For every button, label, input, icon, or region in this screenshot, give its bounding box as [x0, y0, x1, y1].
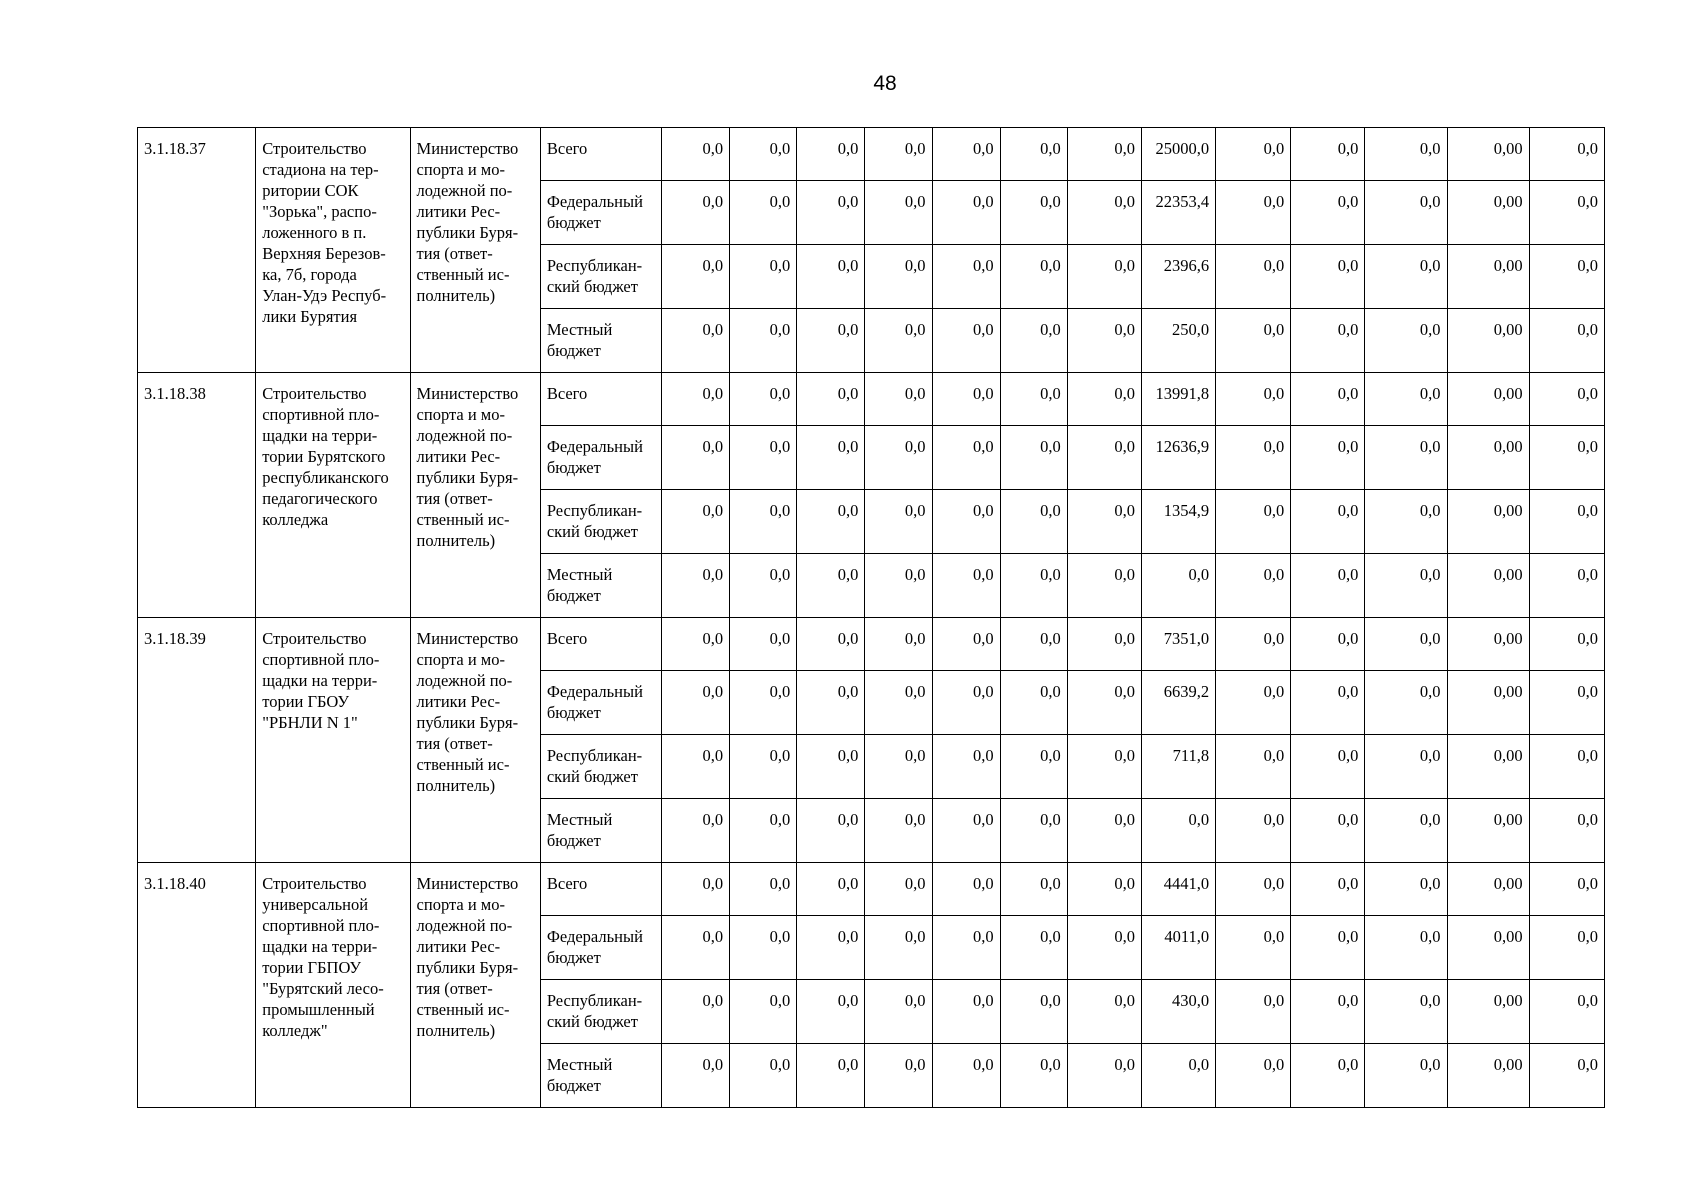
value-cell: 0,0: [1067, 245, 1141, 309]
value-cell: 0,00: [1447, 245, 1529, 309]
value-cell: 0,0: [662, 181, 730, 245]
value-cell: 0,0: [1067, 128, 1141, 181]
section-executor: Министерство спорта и мо- лодежной по- литики Рес- публики Буря- тия (ответ- ственный ис- полнитель): [410, 618, 540, 863]
value-cell: 0,0: [865, 128, 932, 181]
table-row: [138, 128, 1605, 181]
value-cell: 0,0: [662, 863, 730, 916]
value-cell: 0,0: [1291, 671, 1365, 735]
value-cell: 0,0: [1000, 373, 1067, 426]
value-cell: 0,0: [1365, 309, 1447, 373]
value-cell: 0,0: [932, 1044, 1000, 1108]
value-cell: 0,0: [1067, 490, 1141, 554]
budget-table: [137, 127, 1605, 1108]
value-cell: 0,0: [730, 671, 797, 735]
value-cell: 0,0: [1529, 245, 1604, 309]
value-cell: 0,0: [1067, 181, 1141, 245]
value-cell: 0,0: [1067, 618, 1141, 671]
value-cell: 0,0: [1291, 863, 1365, 916]
value-cell: 0,0: [1216, 980, 1291, 1044]
value-cell: 0,0: [730, 916, 797, 980]
section-description: Строительство стадиона на тер- ритории СОК "Зорька", распо- ложенного в п. Верхняя Березов- ка, 7б, города Улан-Удэ Респуб- лики Бурятия: [256, 128, 410, 373]
value-cell: 0,0: [1216, 863, 1291, 916]
value-cell: 25000,0: [1141, 128, 1215, 181]
value-cell: 0,0: [797, 309, 865, 373]
value-cell: 0,0: [1365, 181, 1447, 245]
value-cell: 0,0: [1365, 735, 1447, 799]
table-row: [138, 373, 1605, 426]
value-cell: 0,0: [1216, 128, 1291, 181]
funding-source: Местный бюджет: [540, 309, 661, 373]
value-cell: 0,0: [932, 799, 1000, 863]
value-cell: 0,0: [797, 245, 865, 309]
value-cell: 0,0: [1067, 554, 1141, 618]
funding-source: Республикан- ский бюджет: [540, 735, 661, 799]
value-cell: 0,0: [1365, 128, 1447, 181]
value-cell: 0,0: [865, 245, 932, 309]
value-cell: 0,00: [1447, 671, 1529, 735]
value-cell: 0,00: [1447, 916, 1529, 980]
value-cell: 0,00: [1447, 128, 1529, 181]
funding-source: Федеральный бюджет: [540, 671, 661, 735]
value-cell: 0,0: [1291, 181, 1365, 245]
value-cell: 0,00: [1447, 426, 1529, 490]
value-cell: 0,0: [662, 671, 730, 735]
value-cell: 0,0: [1216, 618, 1291, 671]
value-cell: 0,0: [1216, 671, 1291, 735]
value-cell: 0,0: [1291, 490, 1365, 554]
value-cell: 0,0: [1000, 980, 1067, 1044]
funding-source: Республикан- ский бюджет: [540, 490, 661, 554]
value-cell: 0,0: [865, 916, 932, 980]
value-cell: 0,0: [865, 618, 932, 671]
table-row: [138, 863, 1605, 916]
value-cell: 0,0: [1067, 373, 1141, 426]
value-cell: 0,0: [730, 863, 797, 916]
value-cell: 0,0: [730, 554, 797, 618]
value-cell: 0,0: [1067, 916, 1141, 980]
funding-source: Всего: [540, 128, 661, 181]
section-executor: Министерство спорта и мо- лодежной по- литики Рес- публики Буря- тия (ответ- ственный ис- полнитель): [410, 863, 540, 1108]
value-cell: 0,0: [1529, 490, 1604, 554]
value-cell: 0,0: [1365, 554, 1447, 618]
value-cell: 0,0: [662, 245, 730, 309]
value-cell: 2396,6: [1141, 245, 1215, 309]
value-cell: 0,0: [1000, 245, 1067, 309]
value-cell: 1354,9: [1141, 490, 1215, 554]
value-cell: 0,0: [797, 916, 865, 980]
value-cell: 0,0: [797, 671, 865, 735]
funding-source: Местный бюджет: [540, 799, 661, 863]
value-cell: 0,0: [932, 373, 1000, 426]
value-cell: 0,0: [1000, 309, 1067, 373]
value-cell: 0,0: [662, 980, 730, 1044]
value-cell: 7351,0: [1141, 618, 1215, 671]
value-cell: 0,00: [1447, 181, 1529, 245]
value-cell: 0,0: [1365, 245, 1447, 309]
value-cell: 0,0: [932, 618, 1000, 671]
value-cell: 0,0: [1365, 1044, 1447, 1108]
value-cell: 0,0: [932, 245, 1000, 309]
value-cell: 0,0: [1529, 618, 1604, 671]
value-cell: 430,0: [1141, 980, 1215, 1044]
value-cell: 0,0: [932, 980, 1000, 1044]
funding-source: Всего: [540, 863, 661, 916]
value-cell: 0,0: [1067, 799, 1141, 863]
value-cell: 0,0: [865, 799, 932, 863]
value-cell: 0,0: [865, 735, 932, 799]
section-code: 3.1.18.40: [138, 863, 256, 1108]
funding-source: Всего: [540, 373, 661, 426]
value-cell: 0,0: [797, 426, 865, 490]
value-cell: 0,0: [932, 916, 1000, 980]
value-cell: 0,0: [1141, 554, 1215, 618]
value-cell: 0,0: [1291, 735, 1365, 799]
value-cell: 0,0: [797, 1044, 865, 1108]
value-cell: 0,0: [1000, 735, 1067, 799]
value-cell: 0,0: [1291, 916, 1365, 980]
value-cell: 0,0: [932, 426, 1000, 490]
value-cell: 0,0: [1365, 671, 1447, 735]
section-executor: Министерство спорта и мо- лодежной по- литики Рес- публики Буря- тия (ответ- ственный ис- полнитель): [410, 128, 540, 373]
value-cell: 0,0: [797, 980, 865, 1044]
value-cell: 0,0: [730, 490, 797, 554]
value-cell: 0,0: [730, 373, 797, 426]
value-cell: 0,0: [932, 671, 1000, 735]
value-cell: 0,0: [797, 554, 865, 618]
value-cell: 0,0: [1216, 309, 1291, 373]
value-cell: 0,00: [1447, 309, 1529, 373]
value-cell: 0,0: [932, 735, 1000, 799]
value-cell: 0,0: [1000, 618, 1067, 671]
page-number: 48: [873, 72, 897, 95]
value-cell: 0,0: [1365, 426, 1447, 490]
value-cell: 0,0: [662, 128, 730, 181]
value-cell: 0,0: [1000, 671, 1067, 735]
value-cell: 0,0: [1529, 181, 1604, 245]
value-cell: 0,0: [1291, 554, 1365, 618]
section-code: 3.1.18.39: [138, 618, 256, 863]
value-cell: 0,0: [1529, 426, 1604, 490]
value-cell: 0,0: [1000, 426, 1067, 490]
value-cell: 0,0: [662, 916, 730, 980]
funding-source: Местный бюджет: [540, 554, 661, 618]
value-cell: 0,0: [1529, 980, 1604, 1044]
value-cell: 0,00: [1447, 554, 1529, 618]
value-cell: 0,0: [1000, 916, 1067, 980]
section-code: 3.1.18.38: [138, 373, 256, 618]
value-cell: 0,0: [1216, 490, 1291, 554]
value-cell: 4441,0: [1141, 863, 1215, 916]
value-cell: 0,0: [797, 799, 865, 863]
value-cell: 0,0: [797, 618, 865, 671]
value-cell: 0,0: [662, 618, 730, 671]
value-cell: 0,0: [865, 426, 932, 490]
funding-source: Всего: [540, 618, 661, 671]
value-cell: 0,0: [1291, 309, 1365, 373]
value-cell: 0,0: [1000, 799, 1067, 863]
value-cell: 0,0: [865, 373, 932, 426]
value-cell: 0,0: [662, 1044, 730, 1108]
value-cell: 0,0: [730, 128, 797, 181]
value-cell: 0,0: [865, 490, 932, 554]
value-cell: 250,0: [1141, 309, 1215, 373]
value-cell: 0,0: [1529, 916, 1604, 980]
value-cell: 0,0: [730, 181, 797, 245]
value-cell: 0,0: [1529, 554, 1604, 618]
value-cell: 0,0: [1216, 426, 1291, 490]
value-cell: 0,0: [865, 671, 932, 735]
value-cell: 0,0: [1365, 799, 1447, 863]
value-cell: 0,0: [1067, 1044, 1141, 1108]
section-code: 3.1.18.37: [138, 128, 256, 373]
value-cell: 0,0: [932, 554, 1000, 618]
value-cell: 0,0: [730, 1044, 797, 1108]
value-cell: 0,00: [1447, 373, 1529, 426]
value-cell: 0,0: [1529, 1044, 1604, 1108]
value-cell: 0,0: [662, 309, 730, 373]
value-cell: 0,0: [797, 490, 865, 554]
value-cell: 0,0: [1000, 490, 1067, 554]
value-cell: 0,00: [1447, 799, 1529, 863]
value-cell: 0,0: [1067, 671, 1141, 735]
value-cell: 0,0: [730, 426, 797, 490]
value-cell: 0,0: [730, 618, 797, 671]
value-cell: 0,0: [1529, 671, 1604, 735]
value-cell: 0,0: [1365, 490, 1447, 554]
value-cell: 0,0: [1291, 373, 1365, 426]
value-cell: 0,0: [1216, 735, 1291, 799]
value-cell: 6639,2: [1141, 671, 1215, 735]
section-description: Строительство спортивной пло- щадки на терри- тории Бурятского республиканского педагогического колледжа: [256, 373, 410, 618]
funding-source: Федеральный бюджет: [540, 916, 661, 980]
value-cell: 0,0: [1000, 554, 1067, 618]
value-cell: 0,0: [1529, 309, 1604, 373]
value-cell: 0,0: [730, 309, 797, 373]
value-cell: 0,0: [865, 980, 932, 1044]
value-cell: 0,0: [932, 863, 1000, 916]
value-cell: 0,0: [932, 181, 1000, 245]
section-description: Строительство спортивной пло- щадки на терри- тории ГБОУ "РБНЛИ N 1": [256, 618, 410, 863]
value-cell: 0,0: [1216, 1044, 1291, 1108]
value-cell: 0,0: [865, 309, 932, 373]
value-cell: 0,00: [1447, 735, 1529, 799]
value-cell: 0,0: [662, 735, 730, 799]
funding-source: Федеральный бюджет: [540, 181, 661, 245]
value-cell: 0,0: [1216, 245, 1291, 309]
value-cell: 0,0: [1291, 980, 1365, 1044]
value-cell: 0,0: [1000, 863, 1067, 916]
value-cell: 22353,4: [1141, 181, 1215, 245]
value-cell: 0,0: [1291, 426, 1365, 490]
value-cell: 0,0: [932, 309, 1000, 373]
value-cell: 0,0: [1291, 618, 1365, 671]
value-cell: 0,00: [1447, 1044, 1529, 1108]
value-cell: 13991,8: [1141, 373, 1215, 426]
value-cell: 0,0: [1000, 181, 1067, 245]
value-cell: 0,0: [1365, 618, 1447, 671]
value-cell: 0,0: [730, 980, 797, 1044]
value-cell: 0,0: [730, 799, 797, 863]
value-cell: 0,00: [1447, 863, 1529, 916]
funding-source: Федеральный бюджет: [540, 426, 661, 490]
table-row: [138, 618, 1605, 671]
value-cell: 0,0: [1529, 735, 1604, 799]
value-cell: 0,0: [1067, 980, 1141, 1044]
value-cell: 0,0: [797, 863, 865, 916]
value-cell: 0,0: [797, 181, 865, 245]
funding-source: Республикан- ский бюджет: [540, 245, 661, 309]
value-cell: 0,0: [662, 799, 730, 863]
value-cell: 0,0: [865, 181, 932, 245]
value-cell: 12636,9: [1141, 426, 1215, 490]
value-cell: 4011,0: [1141, 916, 1215, 980]
value-cell: 0,0: [1216, 181, 1291, 245]
value-cell: 0,0: [1067, 309, 1141, 373]
value-cell: 0,0: [932, 490, 1000, 554]
value-cell: 0,0: [1000, 128, 1067, 181]
value-cell: 0,0: [730, 245, 797, 309]
value-cell: 0,0: [1291, 799, 1365, 863]
value-cell: 0,0: [797, 735, 865, 799]
value-cell: 0,0: [1216, 373, 1291, 426]
funding-source: Республикан- ский бюджет: [540, 980, 661, 1044]
value-cell: 0,0: [1529, 863, 1604, 916]
section-executor: Министерство спорта и мо- лодежной по- литики Рес- публики Буря- тия (ответ- ственный ис- полнитель): [410, 373, 540, 618]
value-cell: 0,0: [1529, 128, 1604, 181]
value-cell: 0,00: [1447, 618, 1529, 671]
value-cell: 0,0: [662, 554, 730, 618]
value-cell: 0,0: [932, 128, 1000, 181]
value-cell: 0,0: [865, 1044, 932, 1108]
funding-source: Местный бюджет: [540, 1044, 661, 1108]
value-cell: 0,0: [1291, 1044, 1365, 1108]
value-cell: 0,0: [1365, 980, 1447, 1044]
value-cell: 0,0: [797, 128, 865, 181]
value-cell: 0,0: [1365, 863, 1447, 916]
value-cell: 711,8: [1141, 735, 1215, 799]
value-cell: 0,0: [1141, 1044, 1215, 1108]
value-cell: 0,0: [1529, 799, 1604, 863]
value-cell: 0,0: [865, 554, 932, 618]
value-cell: 0,0: [1141, 799, 1215, 863]
value-cell: 0,0: [1216, 916, 1291, 980]
value-cell: 0,0: [730, 735, 797, 799]
value-cell: 0,0: [1067, 735, 1141, 799]
value-cell: 0,0: [1067, 863, 1141, 916]
value-cell: 0,0: [1365, 916, 1447, 980]
value-cell: 0,0: [1067, 426, 1141, 490]
value-cell: 0,0: [865, 863, 932, 916]
value-cell: 0,0: [1291, 128, 1365, 181]
value-cell: 0,0: [662, 490, 730, 554]
value-cell: 0,0: [797, 373, 865, 426]
value-cell: 0,00: [1447, 490, 1529, 554]
value-cell: 0,0: [1365, 373, 1447, 426]
value-cell: 0,0: [662, 373, 730, 426]
value-cell: 0,0: [1000, 1044, 1067, 1108]
value-cell: 0,0: [662, 426, 730, 490]
value-cell: 0,0: [1216, 799, 1291, 863]
value-cell: 0,0: [1291, 245, 1365, 309]
value-cell: 0,0: [1216, 554, 1291, 618]
value-cell: 0,0: [1529, 373, 1604, 426]
value-cell: 0,00: [1447, 980, 1529, 1044]
section-description: Строительство универсальной спортивной пло- щадки на терри- тории ГБПОУ "Бурятский лесо- промышленный колледж": [256, 863, 410, 1108]
